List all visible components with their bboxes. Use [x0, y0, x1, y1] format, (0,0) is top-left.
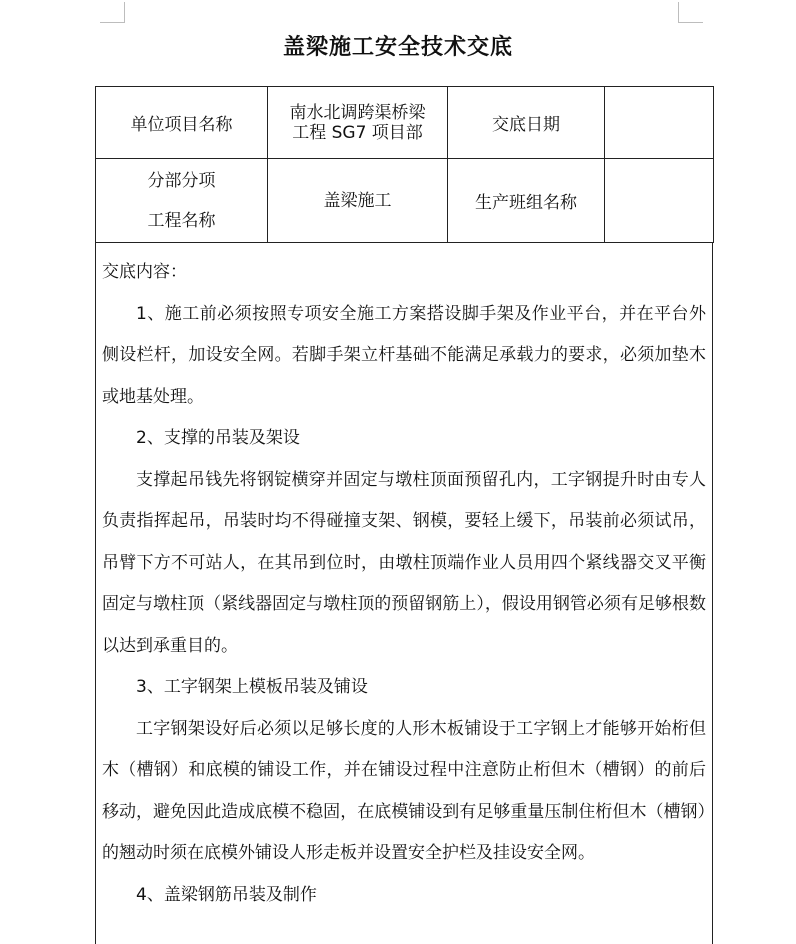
crop-mark-top-left	[100, 2, 125, 23]
document-title: 盖梁施工安全技术交底	[282, 34, 513, 60]
content-section-3-heading: 3、工字钢架上模板吊装及铺设	[136, 677, 368, 697]
content-section-4-heading: 4、盖梁钢筋吊装及制作	[136, 884, 317, 905]
label-sub-project-line1: 分部分项	[147, 170, 216, 191]
label-project-name: 单位项目名称	[96, 87, 268, 159]
project-name-line2: 工程 SG7 项目部	[292, 122, 423, 143]
label-handover-date: 交底日期	[448, 87, 605, 159]
label-team-name: 生产班组名称	[448, 159, 605, 243]
content-section-2-heading: 2、支撑的吊装及架设	[136, 428, 300, 448]
content-heading: 交底内容：	[102, 262, 187, 282]
label-sub-project	[96, 159, 268, 243]
content-paragraph-1: 1、施工前必须按照专项安全施工方案搭设脚手架及作业平台，并在平台外侧设栏杆，加设安全网。若脚手架立杆基础不能满足承载力的要求，必须加垫木或地基处理。	[102, 303, 706, 407]
table-row	[96, 87, 714, 159]
header-form-table	[95, 86, 714, 243]
table-row	[96, 159, 714, 243]
project-name-value	[268, 87, 448, 159]
content-paragraph-2: 支撑起吊钱先将钢锭横穿并固定与墩柱顶面预留孔内，工字钢提升时由专人负责指挥起吊，吊装时均不得碰撞支架、钢模，要轻上缓下，吊装前必须试吊，吊臂下方不可站人，在其吊到位时，由墩柱顶端作业人员用四个紧线器交叉平衡固定与墩柱顶（紧线器固定与墩柱顶的预留钢筋上），假设用钢管必须有足够根数以达到承重目的。	[102, 469, 706, 656]
content-paragraph-3: 工字钢架设好后必须以足够长度的人形木板铺设于工字钢上才能够开始桁但木（槽钢）和底模的铺设工作，并在铺设过程中注意防止桁但木（槽钢）的前后移动，避免因此造成底模不稳固，在底模铺设到有足够重量压制住桁但木（槽钢）的翘动时须在底模外铺设人形走板并设置安全护栏及挂设安全网。	[102, 718, 706, 863]
project-name-line1: 南水北调跨渠桥梁	[289, 102, 426, 123]
handover-date-value	[605, 87, 714, 159]
team-name-value	[605, 159, 714, 243]
sub-project-value: 盖梁施工	[268, 159, 448, 243]
label-sub-project-line2: 工程名称	[147, 210, 216, 231]
crop-mark-top-right	[678, 2, 703, 23]
handover-content-box	[95, 242, 713, 944]
